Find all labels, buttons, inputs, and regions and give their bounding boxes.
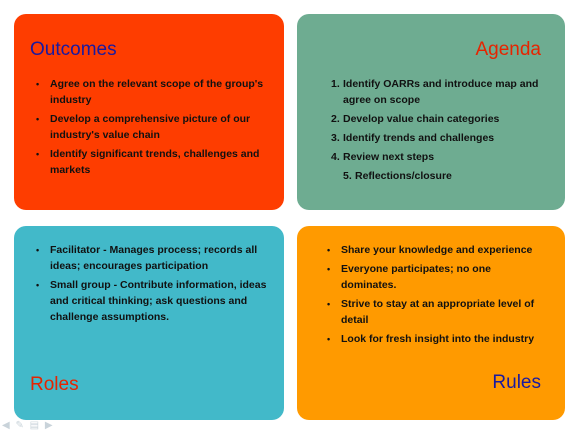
menu-icon[interactable]: ▤	[29, 420, 40, 431]
list-item-text: Reflections/closure	[355, 170, 452, 182]
list-item	[327, 296, 549, 328]
list-item-text: Identify significant trends, challenges and markets	[50, 148, 260, 176]
list-item	[36, 242, 276, 274]
bullet-icon: •	[36, 245, 40, 255]
bullet-icon: •	[36, 114, 40, 124]
list-item-text: Identify trends and challenges	[343, 132, 495, 144]
rules-panel	[297, 226, 565, 420]
next-arrow-icon[interactable]: ▶	[44, 420, 53, 431]
list-item	[36, 76, 272, 108]
list-item-text: Facilitator - Manages process; records all ideas; encourages participation	[50, 244, 258, 272]
roles-heading: Roles	[30, 374, 79, 395]
bullet-icon: •	[327, 264, 331, 274]
list-item-text: Small group - Contribute information, ideas and critical thinking; ask questions and challenge assumptions.	[50, 279, 267, 323]
list-item-text: Develop value chain categories	[343, 113, 500, 125]
list-item	[36, 277, 276, 325]
list-item-text: Review next steps	[343, 151, 435, 163]
outcomes-list	[36, 76, 272, 181]
list-item	[327, 261, 549, 293]
outcomes-panel	[14, 14, 284, 210]
list-item-text: Develop a comprehensive picture of our industry's value chain	[50, 113, 251, 141]
list-item	[331, 76, 557, 108]
list-item-text: Share your knowledge and experience	[341, 244, 533, 256]
list-item-number: 5.	[343, 170, 352, 182]
bullet-icon: •	[36, 280, 40, 290]
list-item-number: 2.	[331, 113, 340, 125]
bullet-icon: •	[327, 245, 331, 255]
list-item	[36, 146, 272, 178]
rules-list	[327, 242, 549, 350]
list-item-text: Identify OARRs and introduce map and agree on scope	[343, 78, 539, 106]
rules-heading: Rules	[492, 372, 541, 393]
list-item	[331, 168, 557, 184]
bullet-icon: •	[36, 79, 40, 89]
agenda-panel	[297, 14, 565, 210]
list-item-text: Strive to stay at an appropriate level of detail	[341, 298, 535, 326]
list-item-number: 1.	[331, 78, 340, 90]
list-item	[331, 149, 557, 165]
roles-list	[36, 242, 276, 328]
list-item-number: 4.	[331, 151, 340, 163]
list-item-number: 3.	[331, 132, 340, 144]
slideshow-controls	[2, 420, 56, 434]
list-item-text: Everyone participates; no one dominates.	[341, 263, 491, 291]
list-item	[327, 242, 549, 258]
outcomes-heading: Outcomes	[30, 39, 117, 60]
agenda-list	[331, 76, 557, 187]
list-item-text: Agree on the relevant scope of the group's industry	[50, 78, 264, 106]
pen-icon[interactable]: ✎	[15, 420, 24, 431]
roles-panel	[14, 226, 284, 420]
list-item-text: Look for fresh insight into the industry	[341, 333, 535, 345]
bullet-icon: •	[36, 149, 40, 159]
bullet-icon: •	[327, 299, 331, 309]
list-item	[327, 331, 549, 347]
list-item	[36, 111, 272, 143]
list-item	[331, 130, 557, 146]
agenda-heading: Agenda	[475, 39, 541, 60]
bullet-icon: •	[327, 334, 331, 344]
list-item	[331, 111, 557, 127]
previous-arrow-icon[interactable]: ◀	[2, 420, 10, 431]
